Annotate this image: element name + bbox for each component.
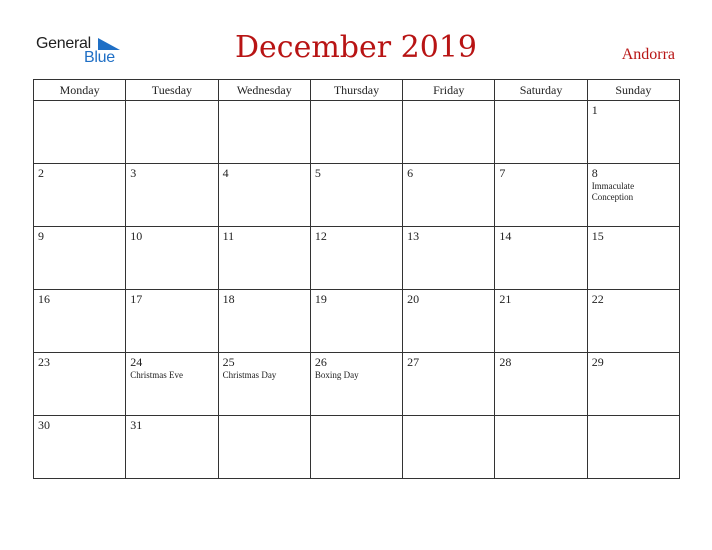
day-cell <box>218 353 310 416</box>
day-number: 15 <box>591 229 604 243</box>
day-cell <box>34 164 126 227</box>
day-number: 23 <box>38 355 50 369</box>
calendar-title: December 2019 <box>235 30 477 65</box>
day-number: 29 <box>591 355 604 369</box>
day-number: 22 <box>591 292 604 306</box>
weekday-header: Monday <box>34 80 126 101</box>
day-cell <box>403 416 495 479</box>
day-number: 18 <box>222 292 235 306</box>
day-cell <box>218 164 310 227</box>
week-row <box>34 101 680 164</box>
holiday-label: Christmas Eve <box>130 370 184 380</box>
day-cell <box>126 101 218 164</box>
day-cell <box>587 416 679 479</box>
day-number: 31 <box>130 418 143 432</box>
day-cell <box>403 227 495 290</box>
day-cell <box>587 101 679 164</box>
day-cell <box>126 353 218 416</box>
day-cell <box>310 353 402 416</box>
weekday-header: Friday <box>403 80 495 101</box>
day-number: 11 <box>222 229 235 243</box>
day-cell <box>218 227 310 290</box>
logo-text-general: General <box>36 35 91 52</box>
week-row <box>34 164 680 227</box>
holiday-label: Christmas Day <box>222 370 277 380</box>
day-cell <box>495 164 587 227</box>
weekday-header: Saturday <box>495 80 587 101</box>
holiday-label: Boxing Day <box>314 370 359 380</box>
day-number: 10 <box>130 229 143 243</box>
day-cell <box>403 164 495 227</box>
weekday-header: Sunday <box>587 80 679 101</box>
day-number: 4 <box>222 166 229 180</box>
day-number: 19 <box>314 292 327 306</box>
day-number: 13 <box>407 229 420 243</box>
day-cell <box>34 227 126 290</box>
logo-text-blue: Blue <box>84 49 115 66</box>
day-cell <box>218 416 310 479</box>
day-cell <box>34 101 126 164</box>
week-row <box>34 353 680 416</box>
day-cell <box>403 101 495 164</box>
day-cell <box>218 290 310 353</box>
day-cell <box>495 290 587 353</box>
day-number: 1 <box>591 103 598 117</box>
day-number: 2 <box>38 166 44 180</box>
day-number: 17 <box>130 292 143 306</box>
day-cell <box>587 164 679 227</box>
day-number: 26 <box>314 355 327 369</box>
day-cell <box>126 416 218 479</box>
day-cell <box>218 101 310 164</box>
day-number: 30 <box>38 418 50 432</box>
day-number: 21 <box>499 292 512 306</box>
day-cell <box>126 164 218 227</box>
country-name: Andorra <box>621 46 675 63</box>
day-number: 9 <box>38 229 44 243</box>
day-number: 28 <box>499 355 512 369</box>
day-cell <box>310 227 402 290</box>
day-cell <box>34 416 126 479</box>
day-cell <box>587 353 679 416</box>
day-number: 20 <box>407 292 420 306</box>
holiday-label: Immaculate Conception <box>591 181 635 202</box>
day-cell <box>495 416 587 479</box>
day-number: 24 <box>130 355 143 369</box>
day-number: 5 <box>314 166 321 180</box>
day-cell <box>126 290 218 353</box>
day-number: 14 <box>499 229 512 243</box>
day-cell <box>34 353 126 416</box>
day-number: 3 <box>130 166 137 180</box>
day-number: 16 <box>38 292 50 306</box>
day-cell <box>310 290 402 353</box>
day-cell <box>403 290 495 353</box>
weekday-header: Thursday <box>310 80 402 101</box>
day-cell <box>126 227 218 290</box>
day-cell <box>310 416 402 479</box>
day-number: 6 <box>407 166 414 180</box>
weekday-header: Wednesday <box>218 80 310 101</box>
week-row <box>34 290 680 353</box>
day-cell <box>587 290 679 353</box>
day-cell <box>34 290 126 353</box>
day-cell <box>587 227 679 290</box>
day-cell <box>310 101 402 164</box>
weekday-header-row <box>34 80 680 101</box>
day-number: 27 <box>407 355 420 369</box>
day-cell <box>495 101 587 164</box>
calendar-grid <box>33 79 680 479</box>
day-number: 25 <box>222 355 235 369</box>
day-cell <box>403 353 495 416</box>
day-number: 7 <box>499 166 506 180</box>
week-row <box>34 227 680 290</box>
day-cell <box>495 353 587 416</box>
day-cell <box>310 164 402 227</box>
day-number: 8 <box>591 166 598 180</box>
day-number: 12 <box>314 229 327 243</box>
day-cell <box>495 227 587 290</box>
week-row <box>34 416 680 479</box>
weekday-header: Tuesday <box>126 80 218 101</box>
